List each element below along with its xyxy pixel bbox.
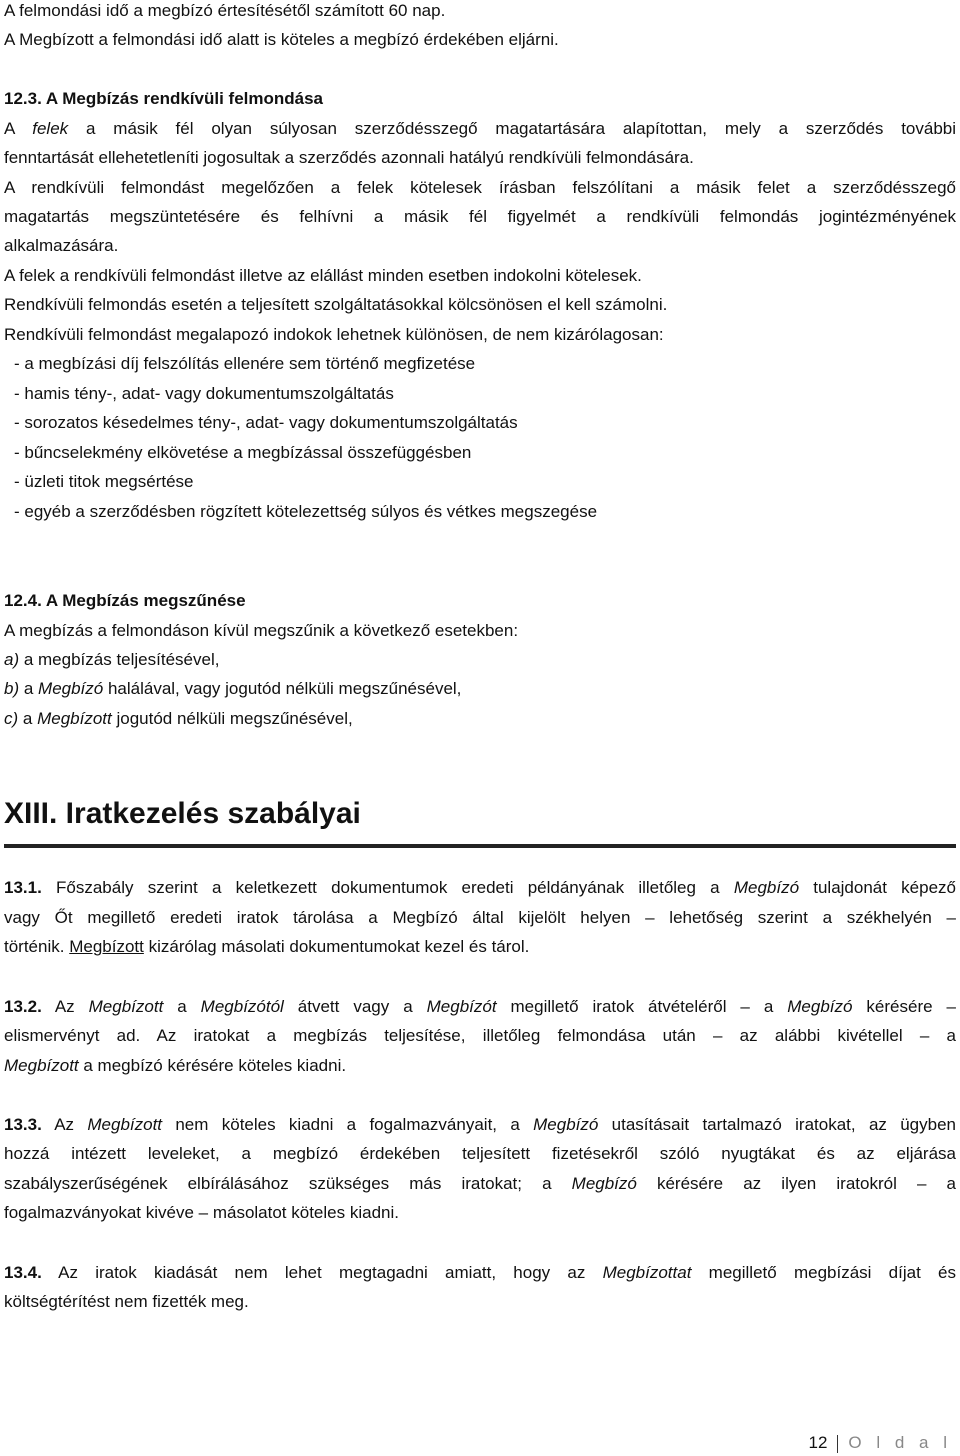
- paragraph-line: A felek a rendkívüli felmondást illetve az elállást minden esetben indokolni kötelesek.: [4, 266, 642, 285]
- list-item: - bűncselekmény elkövetése a megbízással összefüggésben: [14, 443, 472, 462]
- paragraph-line: szabályszerűségének elbírálásához szükséges más iratokat; a Megbízó kérésére az ilyen iratokról – a: [4, 1174, 956, 1193]
- intro-line-2: A Megbízott a felmondási idő alatt is köteles a megbízó érdekében eljárni.: [4, 30, 559, 49]
- section-12-4-heading: [4, 590, 246, 612]
- paragraph-line: A megbízás a felmondáson kívül megszűnik a következő esetekben:: [4, 621, 519, 640]
- list-item-a: a) a megbízás teljesítésével,: [4, 650, 220, 669]
- list-item: - a megbízási díj felszólítás ellenére sem történő megfizetése: [14, 354, 476, 373]
- page-label: O l d a l: [848, 1433, 952, 1452]
- list-item-b: b) a Megbízó halálával, vagy jogutód nélküli megszűnésével,: [4, 679, 462, 698]
- list-item: - üzleti titok megsértése: [14, 472, 194, 491]
- section-number: 12.3.: [4, 89, 42, 108]
- section-title: A Megbízás rendkívüli felmondása: [45, 89, 324, 108]
- paragraph-line: fenntartását ellehetetleníti jogosultak a szerződés azonnali hatályú rendkívüli felmondására.: [4, 148, 694, 167]
- paragraph-line: 13.4. Az iratok kiadását nem lehet megtagadni amiatt, hogy az Megbízottat megillető megbízási díjat és: [4, 1263, 956, 1282]
- list-item: - sorozatos késedelmes tény-, adat- vagy dokumentumszolgáltatás: [14, 413, 518, 432]
- paragraph-line: hozzá intézett leveleket, a megbízó érdekében teljesített fizetésekről szóló nyugtákat és az eljárása: [4, 1144, 956, 1163]
- list-item-c: c) a Megbízott jogutód nélküli megszűnésével,: [4, 709, 353, 728]
- chapter-heading: XIII. Iratkezelés szabályai: [4, 797, 361, 830]
- paragraph-line: Rendkívüli felmondást megalapozó indokok lehetnek különösen, de nem kizárólagosan:: [4, 325, 664, 344]
- paragraph-line: történik. Megbízott kizárólag másolati dokumentumokat kezel és tárol.: [4, 937, 530, 956]
- paragraph-line: Megbízott a megbízó kérésére köteles kiadni.: [4, 1056, 347, 1075]
- paragraph-line: 13.1. Főszabály szerint a keletkezett dokumentumok eredeti példányának illetőleg a Megbízó tulajdonát képező: [4, 878, 956, 897]
- paragraph-line: A felek a másik fél olyan súlyosan szerződésszegő magatartására alapítottan, mely a szerződés további: [4, 119, 957, 138]
- heading-divider: [4, 844, 956, 848]
- paragraph-line: A rendkívüli felmondást megelőzően a felek kötelesek írásban felszólítani a másik felet a szerződésszegő: [4, 178, 956, 197]
- list-item: - hamis tény-, adat- vagy dokumentumszolgáltatás: [14, 384, 394, 403]
- paragraph-line: költségtérítést nem fizették meg.: [4, 1292, 249, 1311]
- list-item: - egyéb a szerződésben rögzített kötelezettség súlyos és vétkes megszegése: [14, 502, 598, 521]
- paragraph-line: alkalmazására.: [4, 236, 119, 255]
- intro-line-1: A felmondási idő a megbízó értesítésétől számított 60 nap.: [4, 1, 446, 20]
- paragraph-line: vagy Őt megillető eredeti iratok tárolása a Megbízó által kijelölt helyen – lehetőség szerint a székhelyén –: [4, 908, 956, 927]
- page-footer: [808, 1432, 952, 1454]
- footer-separator: [837, 1435, 838, 1453]
- paragraph-line: fogalmazványokat kivéve – másolatot köteles kiadni.: [4, 1203, 399, 1222]
- paragraph-line: Rendkívüli felmondás esetén a teljesített szolgáltatásokkal kölcsönösen el kell számolni.: [4, 295, 668, 314]
- paragraph-line: 13.2. Az Megbízott a Megbízótól átvett vagy a Megbízót megillető iratok átvételéről – a Megbízó kérésére –: [4, 997, 956, 1016]
- paragraph-line: elismervényt ad. Az iratokat a megbízás teljesítése, illetőleg felmondása után – az alábbi kivétellel – a: [4, 1026, 956, 1045]
- paragraph-line: magatartás megszüntetésére és felhívni a másik fél figyelmét a rendkívüli felmondás jogintézményének: [4, 207, 956, 226]
- section-title: A Megbízás megszűnése: [45, 591, 246, 610]
- section-12-3-heading: [4, 88, 323, 110]
- section-number: 12.4.: [4, 591, 42, 610]
- paragraph-line: 13.3. Az Megbízott nem köteles kiadni a fogalmazványait, a Megbízó utasításait tartalmazó iratokat, az ügyben: [4, 1115, 956, 1134]
- page-number: 12: [808, 1433, 828, 1452]
